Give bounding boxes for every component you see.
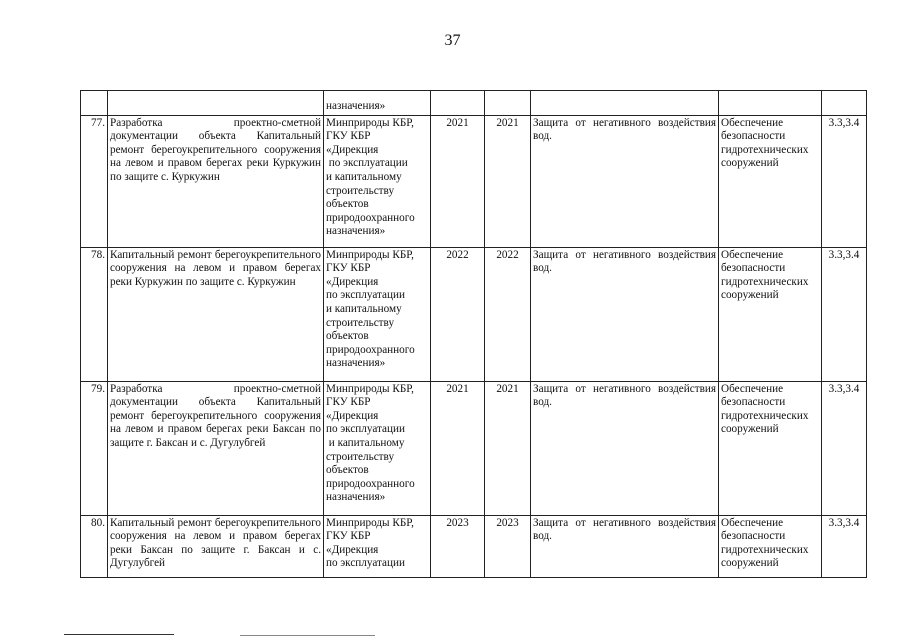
row-number: 80. <box>81 515 108 577</box>
footer-rule <box>240 635 375 636</box>
row-number: 79. <box>81 381 108 515</box>
goal: Защита от негативного воздействия вод. <box>531 115 719 247</box>
indicators: 3.3,3.4 <box>822 381 867 515</box>
executor-line: природоохранного <box>326 343 415 356</box>
executor-line: природоохранного <box>326 477 415 490</box>
executor-line: назначения» <box>326 491 386 504</box>
executor-line: Минприроды КБР, <box>326 382 414 395</box>
executor-line: «Дирекция <box>326 143 379 156</box>
goal: Защита от негативного воздействия вод. <box>531 247 719 381</box>
table-row <box>81 381 867 515</box>
executor-line: строительству <box>326 316 395 329</box>
row-number: 77. <box>81 115 108 247</box>
table-row-continuation <box>81 91 867 116</box>
executor-line: назначения» <box>326 357 386 370</box>
table-row <box>81 247 867 381</box>
year-start: 2021 <box>431 381 485 515</box>
executor-line: Минприроды КБР, <box>326 516 414 529</box>
executor-line: объектов <box>326 464 369 477</box>
measure-name: Разработка проектно-сметной документации объекта Капитальный ремонт берегоукрепительного сооружения на левом и правом берегах реки Баксан по защите г. Баксан и с. Дугулубгей <box>108 381 324 515</box>
executor-line: и капитальному <box>326 436 405 449</box>
executor-line: «Дирекция <box>326 409 379 422</box>
executor-line: ГКУ КБР <box>326 396 371 409</box>
cell-indicators <box>822 91 867 116</box>
executor-line: назначения» <box>326 225 386 238</box>
executor-line: ГКУ КБР <box>326 262 371 275</box>
indicators: 3.3,3.4 <box>822 115 867 247</box>
executor-line: строительству <box>326 450 395 463</box>
year-start: 2022 <box>431 247 485 381</box>
table-row <box>81 115 867 247</box>
executor-line: природоохранного <box>326 211 415 224</box>
executor-line: «Дирекция <box>326 275 379 288</box>
cell-year-start <box>431 91 485 116</box>
executor-line: строительству <box>326 184 395 197</box>
measures-table <box>80 90 867 578</box>
cell-num <box>81 91 108 116</box>
executor <box>324 247 431 381</box>
cell-task <box>719 91 822 116</box>
year-end: 2023 <box>485 515 531 577</box>
row-number: 78. <box>81 247 108 381</box>
task: Обеспечение безопасности гидротехнических сооружений <box>719 247 822 381</box>
executor-line: по эксплуатации <box>326 557 405 570</box>
executor-line: «Дирекция <box>326 543 379 556</box>
executor-tail: назначения» <box>326 100 386 112</box>
page-number: 37 <box>444 32 461 49</box>
year-start: 2021 <box>431 115 485 247</box>
indicators: 3.3,3.4 <box>822 247 867 381</box>
year-end: 2021 <box>485 115 531 247</box>
executor-line: объектов <box>326 330 369 343</box>
executor-line: по эксплуатации <box>326 423 405 436</box>
year-end: 2022 <box>485 247 531 381</box>
executor-line: и капитальному <box>326 302 402 315</box>
cell-year-end <box>485 91 531 116</box>
task: Обеспечение безопасности гидротехнических сооружений <box>719 381 822 515</box>
footer-rule <box>64 634 174 635</box>
goal: Защита от негативного воздействия вод. <box>531 381 719 515</box>
executor <box>324 115 431 247</box>
measure-name: Капитальный ремонт берегоукрепительного сооружения на левом и правом берегах реки Куркужин по защите с. Куркужин <box>108 247 324 381</box>
table-row <box>81 515 867 577</box>
year-start: 2023 <box>431 515 485 577</box>
executor-line: по эксплуатации <box>326 157 408 170</box>
goal: Защита от негативного воздействия вод. <box>531 515 719 577</box>
year-end: 2021 <box>485 381 531 515</box>
executor-line: ГКУ КБР <box>326 530 371 543</box>
executor-line: и капитальному <box>326 170 402 183</box>
executor-line: Минприроды КБР, <box>326 116 414 129</box>
executor-line: объектов <box>326 198 369 211</box>
cell-executor <box>324 91 431 116</box>
executor-line: ГКУ КБР <box>326 130 371 143</box>
cell-name <box>108 91 324 116</box>
task: Обеспечение безопасности гидротехнических сооружений <box>719 115 822 247</box>
executor <box>324 381 431 515</box>
executor-line: Минприроды КБР, <box>326 248 414 261</box>
task: Обеспечение безопасности гидротехнических сооружений <box>719 515 822 577</box>
measure-name: Капитальный ремонт берегоукрепительного сооружения на левом и правом берегах реки Баксан по защите г. Баксан и с. Дугулубгей <box>108 515 324 577</box>
cell-goal <box>531 91 719 116</box>
executor-line: по эксплуатации <box>326 289 405 302</box>
measure-name: Разработка проектно-сметной документации объекта Капитальный ремонт берегоукрепительного сооружения на левом и правом берегах реки Куркужин по защите с. Куркужин <box>108 115 324 247</box>
executor <box>324 515 431 577</box>
indicators: 3.3,3.4 <box>822 515 867 577</box>
